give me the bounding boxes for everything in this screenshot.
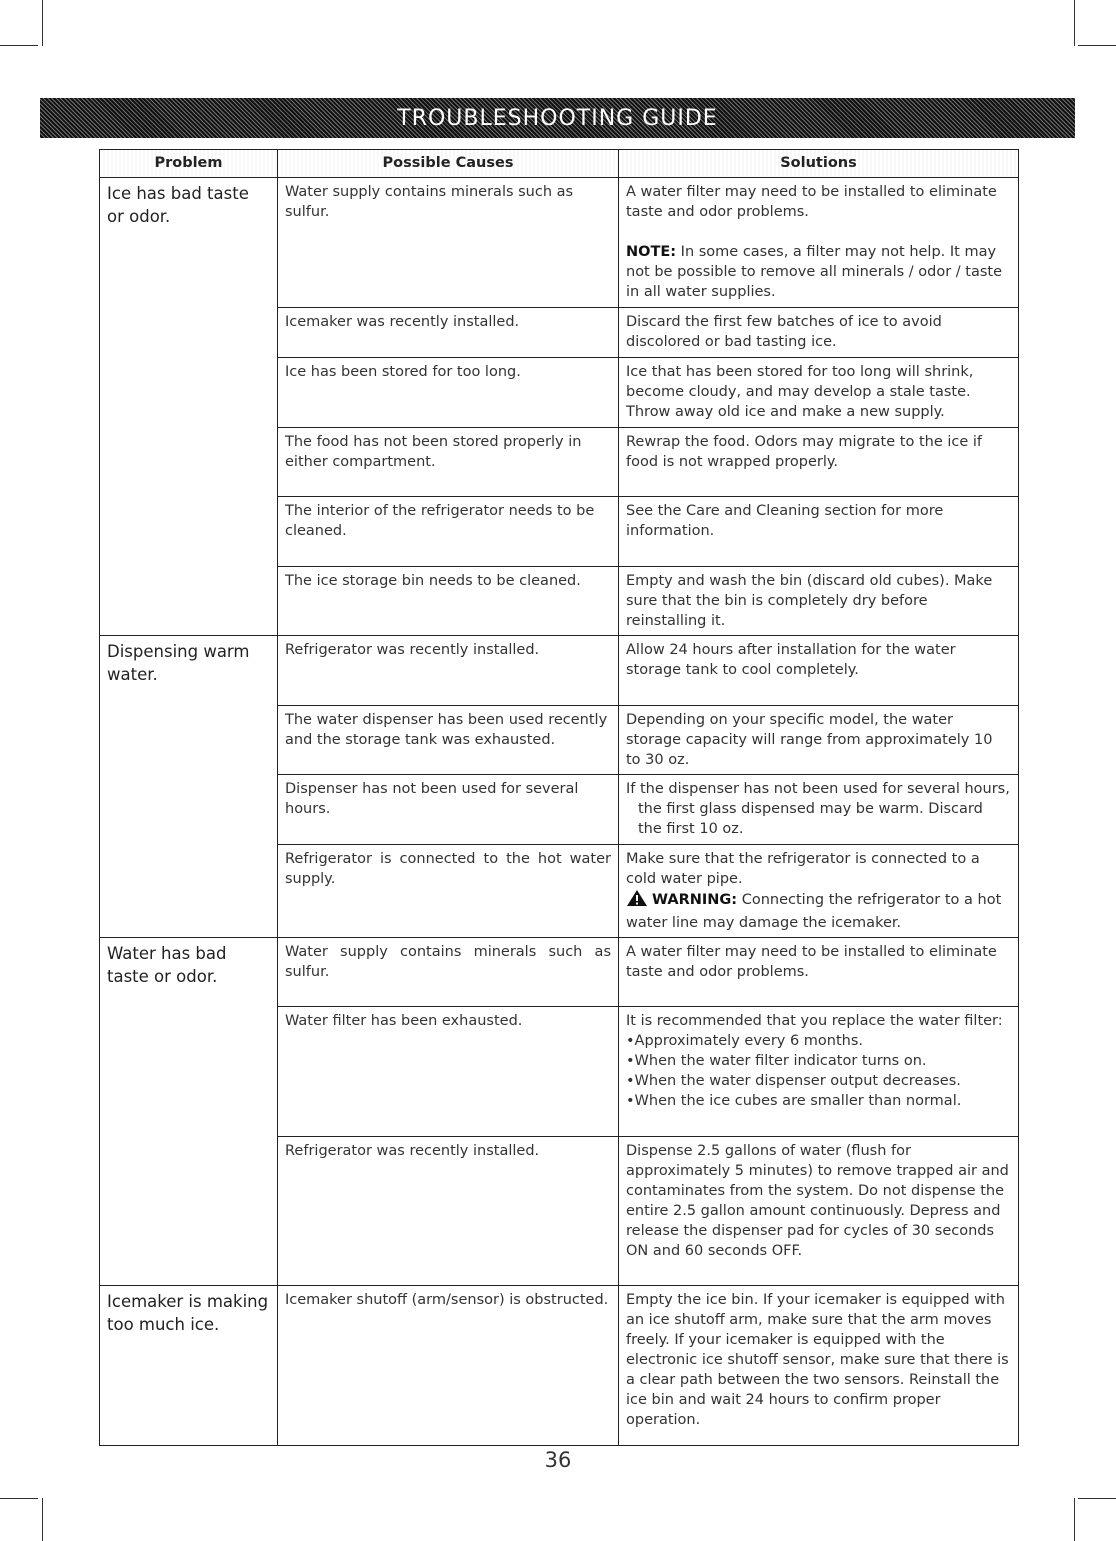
solution-cell: Depending on your specific model, the water storage capacity will range from approximately 10 to 30 oz. xyxy=(619,706,1019,775)
title-banner xyxy=(40,98,1075,138)
list-item: •When the ice cubes are smaller than normal. xyxy=(626,1093,962,1109)
solution-text: A water filter may need to be installed to eliminate taste and odor problems. xyxy=(626,184,997,220)
crop-mark xyxy=(1078,1498,1116,1499)
header-solutions: Solutions xyxy=(619,150,1019,178)
cause-cell: Water filter has been exhausted. xyxy=(278,1007,619,1137)
cause-cell: Refrigerator was recently installed. xyxy=(278,1137,619,1286)
list-item: •When the water filter indicator turns on. xyxy=(626,1053,927,1069)
header-causes: Possible Causes xyxy=(278,150,619,178)
solution-cell: See the Care and Cleaning section for more information. xyxy=(619,497,1019,567)
table-row xyxy=(100,636,1019,706)
note-text: In some cases, a filter may not help. It may not be possible to remove all minerals / odor / taste in all water supplies. xyxy=(626,244,1002,300)
problem-cell: Water has bad taste or odor. xyxy=(100,938,278,1286)
cause-cell: Water supply contains minerals such as sulfur. xyxy=(278,178,619,308)
problem-cell: Dispensing warm water. xyxy=(100,636,278,938)
solution-cell: Allow 24 hours after installation for the water storage tank to cool completely. xyxy=(619,636,1019,706)
solution-cell: Ice that has been stored for too long will shrink, become cloudy, and may develop a stale taste. Throw away old ice and make a new supply. xyxy=(619,358,1019,428)
table-row xyxy=(100,1286,1019,1446)
crop-mark xyxy=(0,1498,38,1499)
crop-mark xyxy=(1074,0,1075,46)
header-problem: Problem xyxy=(100,150,278,178)
solution-text: If the dispenser has not been used for several hours, the first glass dispensed may be warm. Discard the first 10 oz. xyxy=(626,781,1010,837)
solution-text: It is recommended that you replace the water filter: xyxy=(626,1013,1003,1029)
cause-cell: Dispenser has not been used for several hours. xyxy=(278,775,619,845)
cause-cell: Refrigerator was recently installed. xyxy=(278,636,619,706)
solution-cell: Dispense 2.5 gallons of water (flush for approximately 5 minutes) to remove trapped air and contaminates from the system. Do not dispense the entire 2.5 gallon amount continuously. Depress and release the dispenser pad for cycles of 30 seconds ON and 60 seconds OFF. xyxy=(619,1137,1019,1286)
warning-paragraph xyxy=(626,889,1011,933)
crop-mark xyxy=(42,1498,43,1541)
problem-cell: Icemaker is making too much ice. xyxy=(100,1286,278,1446)
troubleshooting-table xyxy=(99,149,1019,1446)
crop-mark xyxy=(0,45,38,46)
cause-cell: Refrigerator is connected to the hot water supply. xyxy=(278,845,619,938)
cause-cell: The water dispenser has been used recently and the storage tank was exhausted. xyxy=(278,706,619,775)
cause-cell: Ice has been stored for too long. xyxy=(278,358,619,428)
cause-cell: Icemaker was recently installed. xyxy=(278,308,619,358)
solution-cell xyxy=(619,845,1019,938)
solution-cell xyxy=(619,178,1019,308)
table-row xyxy=(100,938,1019,1007)
note-paragraph xyxy=(626,242,1011,302)
warning-label: WARNING: xyxy=(652,892,738,908)
solution-cell: Rewrap the food. Odors may migrate to the ice if food is not wrapped properly. xyxy=(619,428,1019,497)
solution-text: Make sure that the refrigerator is connected to a cold water pipe. xyxy=(626,851,980,887)
note-label: NOTE: xyxy=(626,244,677,260)
solution-cell: A water filter may need to be installed to eliminate taste and odor problems. xyxy=(619,938,1019,1007)
cause-cell: Icemaker shutoff (arm/sensor) is obstructed. xyxy=(278,1286,619,1446)
solution-cell xyxy=(619,1007,1019,1137)
table-header-row xyxy=(100,150,1019,178)
page-number: 36 xyxy=(544,1448,572,1472)
page-title: TROUBLESHOOTING GUIDE xyxy=(397,105,718,131)
problem-cell: Ice has bad taste or odor. xyxy=(100,178,278,636)
solution-cell: Empty and wash the bin (discard old cubes). Make sure that the bin is completely dry before reinstalling it. xyxy=(619,567,1019,636)
cause-cell: The ice storage bin needs to be cleaned. xyxy=(278,567,619,636)
solution-cell: Empty the ice bin. If your icemaker is equipped with an ice shutoff arm, make sure that the arm moves freely. If your icemaker is equipped with the electronic ice shutoff sensor, make sure that there is a clear path between the two sensors. Reinstall the ice bin and wait 24 hours to confirm proper operation. xyxy=(619,1286,1019,1446)
solution-cell: Discard the first few batches of ice to avoid discolored or bad tasting ice. xyxy=(619,308,1019,358)
solution-cell xyxy=(619,775,1019,845)
cause-cell: The food has not been stored properly in either compartment. xyxy=(278,428,619,497)
crop-mark xyxy=(1074,1498,1075,1541)
list-item: •When the water dispenser output decreases. xyxy=(626,1073,961,1089)
crop-mark xyxy=(1078,45,1116,46)
table-row xyxy=(100,178,1019,308)
crop-mark xyxy=(42,0,43,46)
cause-cell: Water supply contains minerals such as sulfur. xyxy=(278,938,619,1007)
warning-icon xyxy=(626,889,648,913)
list-item: •Approximately every 6 months. xyxy=(626,1033,864,1049)
warning-text: Connecting the refrigerator to a hot water line may damage the icemaker. xyxy=(626,892,1002,931)
cause-cell: The interior of the refrigerator needs to be cleaned. xyxy=(278,497,619,567)
